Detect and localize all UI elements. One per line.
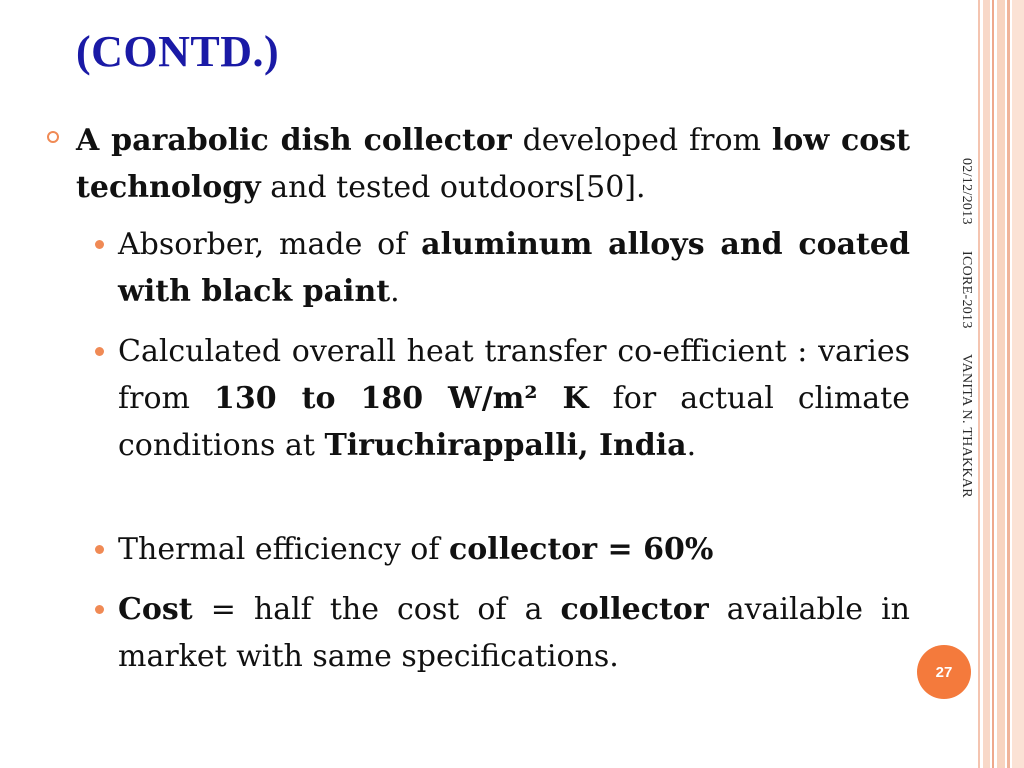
decor-stripe <box>1012 0 1024 768</box>
text: and tested outdoors[50]. <box>260 170 646 205</box>
footer-date: 02/12/2013 <box>959 158 974 225</box>
bold-text: Tiruchirappalli, India <box>324 428 687 463</box>
text: = half the cost of a <box>192 592 561 627</box>
decor-stripe <box>983 0 990 768</box>
decor-stripe <box>992 0 994 768</box>
text: . <box>686 428 697 463</box>
bold-text: collector <box>560 592 709 627</box>
page-number: 27 <box>935 663 953 681</box>
sub-bullet-absorber <box>118 221 910 315</box>
ring-bullet-icon <box>47 131 59 143</box>
dot-bullet-icon <box>95 240 104 249</box>
bold-text: A parabolic dish collector <box>76 123 512 158</box>
text: . <box>390 274 400 309</box>
bold-text: 130 to 180 W/m² K <box>214 381 589 416</box>
bold-text: collector = 60% <box>449 532 714 567</box>
bold-text: Cost <box>118 592 193 627</box>
decor-stripe <box>1007 0 1010 768</box>
dot-bullet-icon <box>95 545 104 554</box>
footer-conference: ICORE-2013 <box>959 250 974 329</box>
slide-title: (CONTD.) <box>76 27 280 76</box>
bold-text: aluminum alloys and coated with black paint <box>118 227 910 309</box>
main-bullet-text <box>76 117 910 211</box>
footer-author: VANITA N. THAKKAR <box>959 354 974 499</box>
dot-bullet-icon <box>95 347 104 356</box>
footer-vertical-text <box>958 158 974 498</box>
text: Thermal efficiency of <box>118 532 450 567</box>
decor-stripe <box>978 0 980 768</box>
sub-bullet-cost <box>118 586 910 680</box>
text: developed from <box>511 123 772 158</box>
decor-stripe <box>997 0 1005 768</box>
sub-bullet-heat-transfer <box>118 328 910 469</box>
sub-bullet-efficiency <box>118 526 910 573</box>
bold-text: low cost technology <box>76 123 911 205</box>
text: Absorber, made of <box>118 227 422 262</box>
page-number-badge <box>917 645 971 699</box>
text: available in market with same specifications. <box>118 592 911 674</box>
dot-bullet-icon <box>95 605 104 614</box>
text: Calculated overall heat transfer co-efficient : varies from <box>118 334 910 416</box>
text: for actual climate conditions at <box>118 381 910 463</box>
